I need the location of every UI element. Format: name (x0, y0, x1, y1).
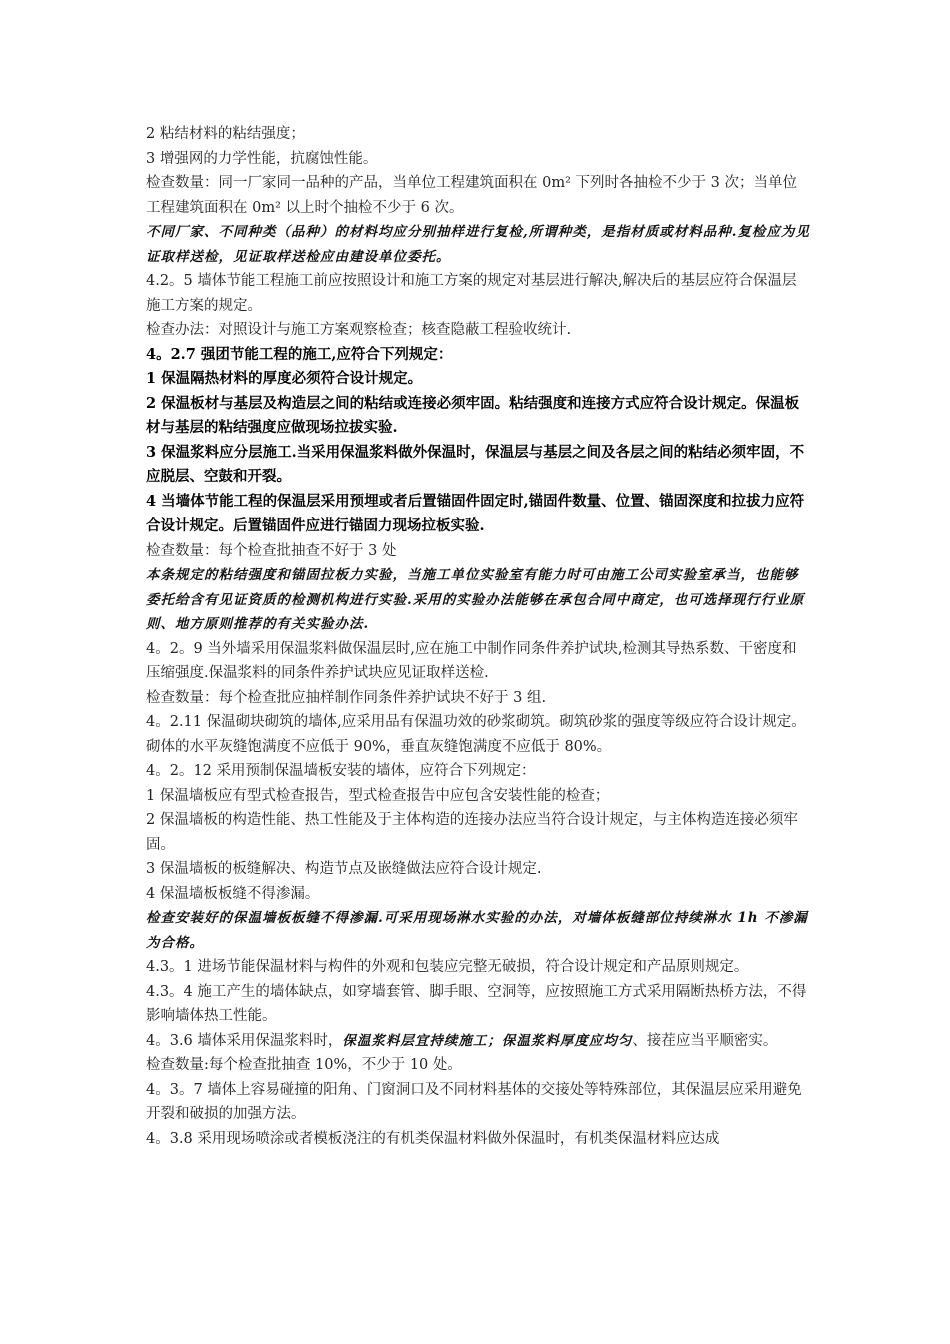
paragraph: 4 保温墙板板缝不得渗漏。 (146, 885, 320, 902)
mandatory-clause-item: 4 当墙体节能工程的保温层采用预埋或者后置锚固件固定时,锚固件数量、位置、锚固深度和拉拔力应符合设计规定。后置锚固件应进行锚固力现场拉板实验. (146, 492, 805, 534)
mandatory-clause-item: 1 保温隔热材料的厚度必须符合设计规定。 (146, 370, 423, 387)
commentary-paragraph: 检查安装好的保温墙板板缝不得渗漏.可采用现场淋水实验的办法，对墙体板缝部位持续淋水 1h 不渗漏为合格。 (146, 910, 808, 951)
document-body (146, 122, 810, 1151)
clause-paragraph: 4。2。12 采用预制保温墙板安装的墙体，应符合下列规定： (146, 763, 536, 779)
paragraph: 2 粘结材料的粘结强度； (146, 126, 305, 142)
clause-paragraph: 4。2。9 当外墙采用保温浆料做保温层时,应在施工中制作同条件养护试块,检测其导热系数、干密度和压缩强度.保温浆料的同条件养护试块应见证取样送检. (146, 640, 797, 681)
clause-paragraph: 4。3.8 采用现场喷涂或者模板浇注的有机类保温材料做外保温时，有机类保温材料应达成 (146, 1130, 720, 1147)
emphasized-text: 保温浆料层宜持续施工；保温浆料厚度应均匀 (342, 1032, 633, 1049)
clause-paragraph: 4。3。7 墙体上容易碰撞的阳角、门窗洞口及不同材料基体的交接处等特殊部位，其保温层应采用避免开裂和破损的加强方法。 (146, 1081, 802, 1122)
clause-paragraph: 4.3。4 施工产生的墙体缺点，如穿墙套管、脚手眼、空洞等，应按照施工方式采用隔断热桥方法，不得影响墙体热工性能。 (146, 983, 807, 1024)
clause-paragraph: 4。2.11 保温砌块砌筑的墙体,应采用品有保温功效的砂浆砌筑。砌筑砂浆的强度等级应符合设计规定。砌体的水平灰缝饱满度不应低于 90%，垂直灰缝饱满度不应低于 80%。 (146, 714, 806, 755)
clause-text: 4。3.6 墙体采用保温浆料时， (146, 1032, 343, 1049)
clause-paragraph (146, 1029, 810, 1054)
mandatory-clause-item: 3 保温浆料应分层施工.当采用保温浆料做外保温时，保温层与基层之间及各层之间的粘结必须牢固，不应脱层、空鼓和开裂。 (146, 443, 805, 485)
paragraph: 检查数量：同一厂家同一品种的产品，当单位工程建筑面积在 0m² 下列时各抽检不少于 3 次；当单位工程建筑面积在 0m² 以上时个抽检不少于 6 次。 (146, 175, 797, 216)
paragraph: 检查数量：每个检查批应抽样制作同条件养护试块不好于 3 组. (146, 689, 547, 706)
paragraph: 3 保温墙板的板缝解决、构造节点及嵌缝做法应符合设计规定. (146, 861, 542, 877)
paragraph: 检查办法：对照设计与施工方案观察检查；核查隐蔽工程验收统计. (146, 322, 572, 338)
commentary-paragraph: 本条规定的粘结强度和锚固拉板力实验，当施工单位实验室有能力时可由施工公司实验室承当，也能够委托给含有见证资质的检测机构进行实验.采用的实验办法能够在承包合同中商定，也可选择现行行业原则、地方原则推荐的有关实验办法. (146, 567, 805, 632)
paragraph: 2 保温墙板的构造性能、热工性能及于主体构造的连接办法应当符合设计规定，与主体构造连接必须牢固。 (146, 812, 798, 853)
paragraph: 3 增强网的力学性能，抗腐蚀性能。 (146, 150, 378, 167)
paragraph: 1 保温墙板应有型式检查报告，型式检查报告中应包含安装性能的检查； (146, 787, 610, 804)
paragraph: 检查数量:每个检查批抽查 10%，不少于 10 处。 (146, 1057, 462, 1073)
clause-paragraph: 4.2。5 墙体节能工程施工前应按照设计和施工方案的规定对基层进行解决,解决后的基层应符合保温层施工方案的规定。 (146, 273, 797, 314)
clause-paragraph: 4.3。1 进场节能保温材料与构件的外观和包装应完整无破损，符合设计规定和产品原则规定。 (146, 959, 749, 975)
mandatory-clause-heading: 4。2.7 强团节能工程的施工,应符合下列规定： (146, 345, 453, 363)
commentary-paragraph: 不同厂家、不同种类（品种）的材料均应分别抽样进行复检,所谓种类，是指材质或材料品种.复检应为见证取样送检，见证取样送检应由建设单位委托。 (146, 224, 810, 265)
mandatory-clause-item: 2 保温板材与基层及构造层之间的粘结或连接必须牢固。粘结强度和连接方式应符合设计规定。保温板材与基层的粘结强度应做现场拉拔实验. (146, 394, 800, 436)
paragraph: 检查数量：每个检查批抽查不好于 3 处 (146, 542, 397, 559)
clause-text: 、接茬应当平顺密实。 (632, 1032, 778, 1049)
